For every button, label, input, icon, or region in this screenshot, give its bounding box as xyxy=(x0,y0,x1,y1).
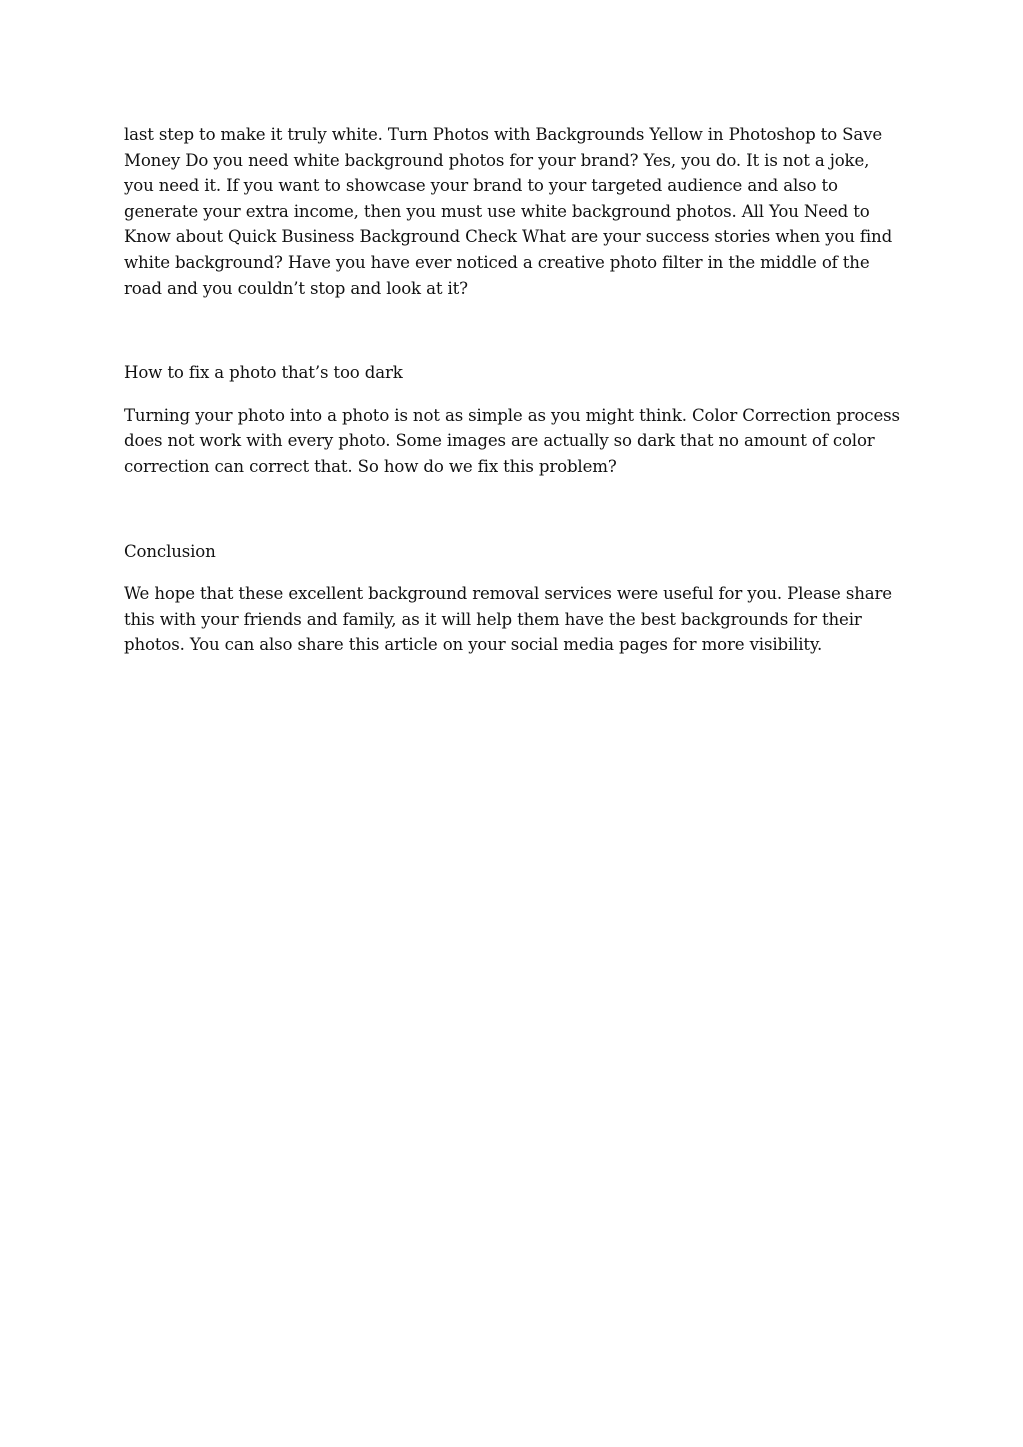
section-body-fix-dark-photo: Turning your photo into a photo is not as simple as you might think. Color Correction process does not work with every photo. Some images are actually so dark that no amount of color correction can correct that. So how do we fix this problem? xyxy=(124,405,900,476)
section-heading-fix-dark-photo: How to fix a photo that’s too dark xyxy=(124,363,403,383)
section-body-conclusion: We hope that these excellent background removal services were useful for you. Please share this with your friends and family, as it will help them have the best backgrounds for their photos. You can also share this article on your social media pages for more visibility. xyxy=(124,584,892,655)
document-body xyxy=(124,122,900,658)
intro-paragraph: last step to make it truly white. Turn Photos with Backgrounds Yellow in Photoshop to Save Money Do you need white background photos for your brand? Yes, you do. It is not a joke, you need it. If you want to showcase your brand to your targeted audience and also to generate your extra income, then you must use white background photos. All You Need to Know about Quick Business Background Check What are your success stories when you find white background? Have you have ever noticed a creative photo filter in the middle of the road and you couldn’t stop and look at it? xyxy=(124,125,893,298)
section-heading-conclusion: Conclusion xyxy=(124,541,216,561)
